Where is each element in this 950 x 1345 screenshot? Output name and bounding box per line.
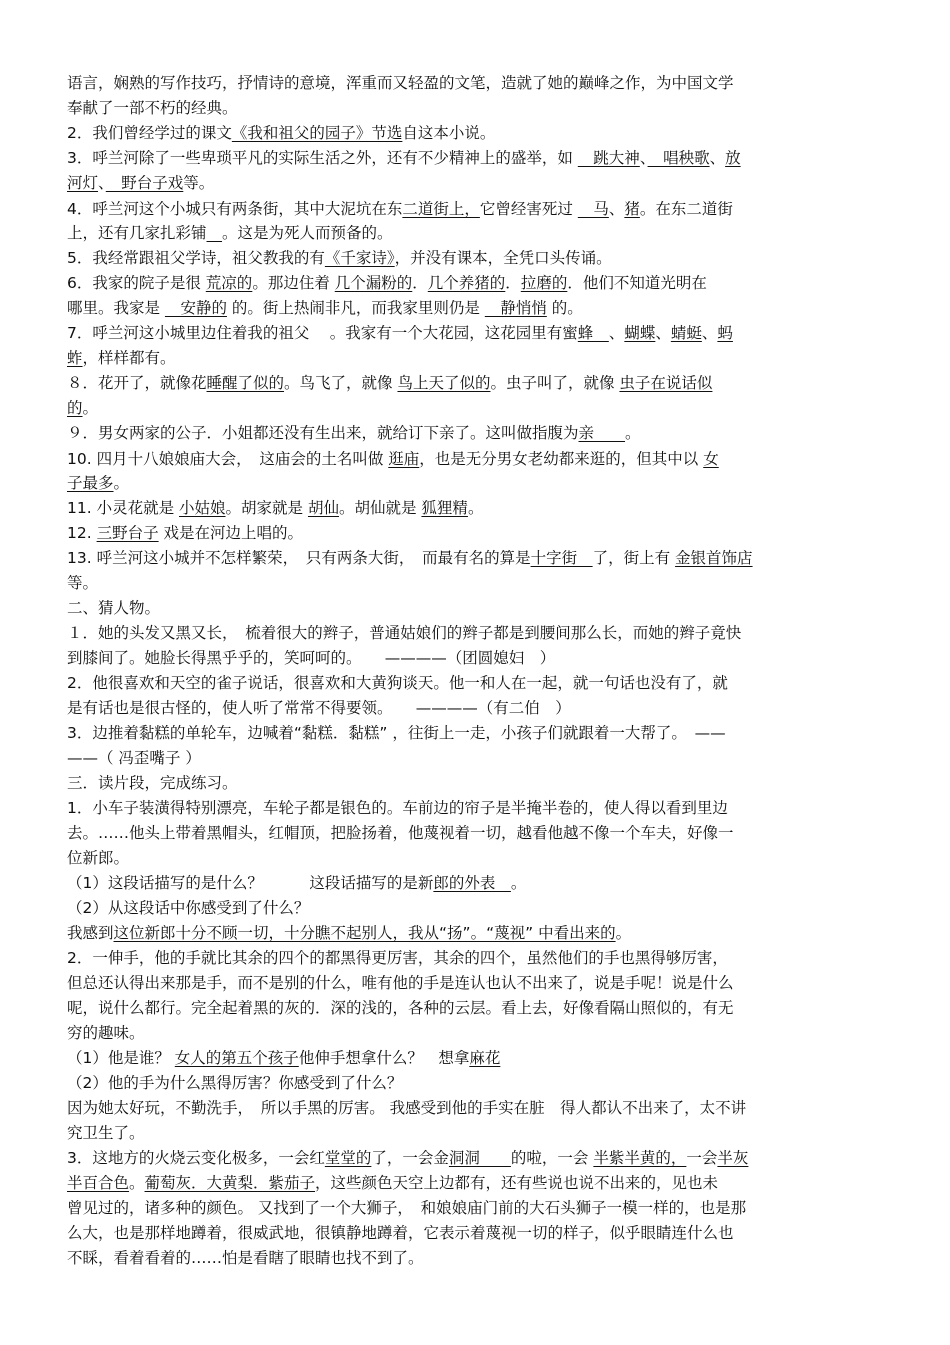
text-run: 12. <box>67 524 97 542</box>
text-line <box>67 347 897 369</box>
answer-blank: 子最多 <box>67 474 114 492</box>
text-line <box>67 422 897 444</box>
text-line <box>67 1247 897 1269</box>
answer-blank: 跳大神 <box>577 149 640 167</box>
text-run: 去。……他头上带着黑帽头，红帽顶，把脸扬着，他蔑视着一切，越看他越不像一个车夫，好像一 <box>67 824 734 842</box>
answer-blank: 麻花 <box>469 1049 501 1067</box>
text-run: 5．我经常跟祖父学诗，祖父教我的有 <box>67 249 325 267</box>
text-run: 。 <box>467 499 484 517</box>
answer-blank: 蜻蜓 <box>670 324 702 342</box>
answer-blank: 河灯 <box>67 174 99 192</box>
text-line <box>67 897 897 919</box>
text-run: 。鸟飞了，就像 <box>284 374 398 392</box>
text-run: 、 <box>639 149 648 167</box>
text-run: 3．这地方的火烧云变化极多，一会红 <box>67 1149 325 1167</box>
text-run: 上，还有几家扎彩铺 <box>67 224 207 242</box>
answer-blank: 荒凉的 <box>205 274 253 292</box>
answer-blank: 二道街上， <box>402 200 480 218</box>
answer-blank: 野台子戏 <box>105 174 184 192</box>
text-run: 。虫子叫了，就像 <box>490 374 620 392</box>
answer-blank: 洞洞 <box>448 1149 511 1167</box>
answer-blank: 几个漏粉的 <box>334 274 413 292</box>
text-run: 2．我们曾经学过的课文 <box>67 124 232 142</box>
text-run: 的。街上热闹非凡，而我家里则仍是 <box>226 299 485 317</box>
answer-blank: 放 <box>725 149 741 167</box>
text-run: 因为她太好玩，不勤洗手， 所以手黑的厉害。 我感受到他的手实在脏 得人都认不出来了，太不讲 <box>67 1099 747 1117</box>
answer-blank: 蚱 <box>67 349 83 367</box>
text-run: 但总还认得出来那是手，而不是别的什么，唯有他的手是连认也认不出来了，说是手呢！说是什么 <box>67 974 734 992</box>
text-run: 等。 <box>67 574 99 592</box>
answer-blank: 狐狸精 <box>421 499 468 517</box>
text-line <box>67 722 897 744</box>
text-line <box>67 198 897 220</box>
text-run: ，也是无分男女老幼都来逛的，但其中以 <box>419 450 704 468</box>
text-run: 、 <box>608 324 625 342</box>
text-run: （2）他的手为什么黑得厉害？你感受到了什么？ <box>67 1074 403 1092</box>
text-run: 。那边住着 <box>252 274 335 292</box>
text-run: 4．呼兰河这个小城只有两条街，其中大泥坑在东 <box>67 200 403 218</box>
answer-blank: 胡仙 <box>307 499 339 517</box>
text-line <box>67 1022 897 1044</box>
answer-blank: 女人的第五个孩子 <box>174 1049 299 1067</box>
text-line <box>67 822 897 844</box>
text-line <box>67 272 897 294</box>
text-run: ，并没有课本，全凭口头传诵。 <box>394 249 612 267</box>
answer-blank: 的 <box>67 399 83 417</box>
text-run: 了，一会金 <box>371 1149 449 1167</box>
text-line <box>67 497 897 519</box>
answer-blank: 亲 <box>578 424 626 442</box>
text-run: 穷的趣味。 <box>67 1024 145 1042</box>
text-line <box>67 1097 897 1119</box>
text-run: 位新郎。 <box>67 849 130 867</box>
text-line <box>67 122 897 144</box>
text-line <box>67 1147 897 1169</box>
text-line <box>67 697 897 719</box>
text-run: 三．读片段，完成练习。 <box>67 774 238 792</box>
text-run: 。 <box>129 1174 145 1192</box>
text-run: 11. 小灵花就是 <box>67 499 180 517</box>
text-line <box>67 572 897 594</box>
answer-blank: 蜂 <box>577 324 609 342</box>
text-run: 语言，娴熟的写作技巧，抒情诗的意境，浑重而又轻盈的文笔，造就了她的巅峰之作，为中国文学 <box>67 74 734 92</box>
text-line <box>67 472 897 494</box>
answer-blank: 几个养猪的 <box>427 274 506 292</box>
text-line <box>67 1072 897 1094</box>
text-run: ９．男女两家的公子．小姐都还没有生出来，就给订下亲了。这叫做指腹为 <box>67 424 579 442</box>
text-run: 、 <box>608 200 625 218</box>
answer-blank: 半百合色 <box>67 1174 130 1192</box>
text-run: 。 <box>113 474 130 492</box>
text-line <box>67 1047 897 1069</box>
text-run: 奉献了一部不朽的经典。 <box>67 99 238 117</box>
text-line <box>67 448 897 470</box>
text-run: 的啦，一会 <box>510 1149 594 1167</box>
text-run: 2．一伸手，他的手就比其余的四个的都黑得更厉害，其余的四个，虽然他们的手也黑得够厉害， <box>67 949 728 967</box>
text-line <box>67 1172 897 1194</box>
text-line <box>67 97 897 119</box>
text-run: 是有话也是很古怪的，使人听了常常不得要领。 ————（有二伯 ） <box>67 699 571 717</box>
text-line <box>67 797 897 819</box>
text-line <box>67 547 897 569</box>
text-line <box>67 72 897 94</box>
text-run: （2）从这段话中你感受到了什么？ <box>67 899 310 917</box>
text-run: 二、猜人物。 <box>67 599 161 617</box>
text-run: 1．小车子装潢得特别漂亮，车轮子都是银色的。车前边的帘子是半掩半卷的，使人得以看到里边 <box>67 799 728 817</box>
text-line <box>67 922 897 944</box>
text-run: 、 <box>709 149 726 167</box>
text-run: 他伸手想拿什么？ 想拿 <box>298 1049 470 1067</box>
text-run: 3．边推着黏糕的单轮车，边喊着“黏糕．黏糕” ，往街上一走，小孩子们就跟着一大帮了。 —— <box>67 724 726 742</box>
text-run: ——（ 冯歪嘴子 ） <box>67 749 201 767</box>
text-run: 13. 呼兰河这小城并不怎样繁荣， 只有两条大街， 而最有名的算是 <box>67 549 531 567</box>
text-run: 呢，说什么都行。完全起着黑的灰的．深的浅的，各种的云层。看上去，好像看隔山照似的，有无 <box>67 999 734 1017</box>
answer-blank: 《千家诗》 <box>324 249 395 267</box>
text-run: 。 <box>510 874 527 892</box>
text-line <box>67 597 897 619</box>
text-run: 它曾经害死过 <box>479 200 578 218</box>
answer-blank: 蝴蝶 <box>624 324 656 342</box>
text-run: ．他们不知道光明在 <box>567 274 707 292</box>
text-run: 自这本小说。 <box>402 124 496 142</box>
text-run: １．她的头发又黑又长， 梳着很大的辫子，普通姑娘们的辫子都是到腰间那么长，而她的辫子竟快 <box>67 624 742 642</box>
text-line <box>67 747 897 769</box>
text-run: 戏是在河边上唱的。 <box>158 524 304 542</box>
text-run: 哪里。我家是 <box>67 299 165 317</box>
text-line <box>67 1197 897 1219</box>
answer-blank: 睡醒了似的 <box>206 374 285 392</box>
answer-blank: 葡萄灰．大黄梨．紫茄子 <box>144 1174 316 1192</box>
text-line <box>67 622 897 644</box>
answer-blank: 半灰 <box>717 1149 749 1167</box>
text-run: 。 <box>625 424 641 442</box>
text-run: 。胡仙就是 <box>338 499 422 517</box>
answer-blank: 《我和祖父的园子》节选 <box>231 124 403 142</box>
text-run: 。 <box>82 399 99 417</box>
text-run: 一会 <box>686 1149 718 1167</box>
text-line <box>67 872 897 894</box>
text-run: 、 <box>701 324 718 342</box>
text-run: ８．花开了，就像花 <box>67 374 207 392</box>
text-run: 10. 四月十八娘娘庙大会， 这庙会的土名叫做 <box>67 450 389 468</box>
text-run: 不睬，看着看着的……怕是看瞎了眼睛也找不到了。 <box>67 1249 424 1267</box>
text-line <box>67 522 897 544</box>
text-run: 。在东二道街 <box>639 200 733 218</box>
text-run: 。胡家就是 <box>225 499 308 517</box>
text-run: 究卫生了。 <box>67 1124 145 1142</box>
text-run: ，这些颜色天空上边都有，还有些说也说不出来的，见也未 <box>315 1174 719 1192</box>
answer-blank: 三野台子 <box>96 524 159 542</box>
text-line <box>67 947 897 969</box>
text-run: 的。 <box>546 299 583 317</box>
answer-blank: 虫子在说话似 <box>619 374 713 392</box>
text-line <box>67 322 897 344</box>
answer-blank: 拉磨的 <box>520 274 568 292</box>
text-run: ． <box>412 274 428 292</box>
answer-blank: 半紫半黄的， <box>593 1149 687 1167</box>
text-run: ． <box>505 274 521 292</box>
text-run: 3．呼兰河除了一些卑琐平凡的实际生活之外，还有不少精神上的盛举，如 <box>67 149 578 167</box>
text-run: 、 <box>655 324 671 342</box>
text-run: 到膝间了。她脸长得黑乎乎的，笑呵呵的。 ————（团圆媳妇 ） <box>67 649 556 667</box>
text-run: 么大，也是那样地蹲着，很威武地，很镇静地蹲着，它表示着蔑视一切的样子，似乎眼睛连什么也 <box>67 1224 734 1242</box>
answer-blank: 马 <box>577 200 609 218</box>
answer-blank: 金银首饰店 <box>675 549 753 567</box>
text-line <box>67 1122 897 1144</box>
text-line <box>67 247 897 269</box>
text-line <box>67 972 897 994</box>
answer-blank: 唱秧歌 <box>647 149 710 167</box>
text-run: 了，街上有 <box>592 549 676 567</box>
text-line <box>67 297 897 319</box>
answer-blank: 小姑娘 <box>179 499 226 517</box>
text-line <box>67 372 897 394</box>
answer-blank: 十字街 <box>530 549 593 567</box>
answer-blank: 堂堂的 <box>324 1149 372 1167</box>
text-run: 曾见过的，诸多种的颜色。 又找到了一个大狮子， 和娘娘庙门前的大石头狮子一模一样的，也是那 <box>67 1199 747 1217</box>
text-line <box>67 647 897 669</box>
text-run: ，样样都有。 <box>82 349 176 367</box>
answer-blank: 女 <box>703 450 719 468</box>
answer-blank: 鸟上天了似的 <box>397 374 491 392</box>
answer-blank <box>207 224 223 242</box>
answer-blank: 这位新郎十分不顾一切，十分瞧不起别人，我从“扬”。“蔑视” 中看出来的 <box>113 924 616 942</box>
answer-blank: 逛庙 <box>388 450 420 468</box>
text-line <box>67 672 897 694</box>
text-run: 等。 <box>183 174 215 192</box>
text-line <box>67 772 897 794</box>
text-line <box>67 147 897 169</box>
text-run: 2．他很喜欢和天空的雀子说话，很喜欢和大黄狗谈天。他一和人在一起，就一句话也没有了，就 <box>67 674 728 692</box>
text-line <box>67 847 897 869</box>
text-line <box>67 397 897 419</box>
text-run: 、 <box>98 174 106 192</box>
answer-blank: 猪 <box>624 200 640 218</box>
text-line <box>67 1222 897 1244</box>
text-run: （1）这段话描写的是什么？ 这段话描写的是新 <box>67 874 434 892</box>
text-run: 6．我家的院子是很 <box>67 274 206 292</box>
text-run: 我感到 <box>67 924 114 942</box>
text-run: （1）他是谁？ <box>67 1049 175 1067</box>
text-line <box>67 222 897 244</box>
text-line <box>67 172 897 194</box>
text-run: 7．呼兰河这小城里边住着我的祖父 。我家有一个大花园，这花园里有蜜 <box>67 324 578 342</box>
text-line <box>67 997 897 1019</box>
answer-blank: 郎的外表 <box>433 874 511 892</box>
answer-blank: 蚂 <box>717 324 733 342</box>
answer-blank: 静悄悄 <box>484 299 547 317</box>
text-run: 。 <box>615 924 632 942</box>
text-run: 。这是为死人而预备的。 <box>222 224 393 242</box>
answer-blank: 安静的 <box>164 299 227 317</box>
